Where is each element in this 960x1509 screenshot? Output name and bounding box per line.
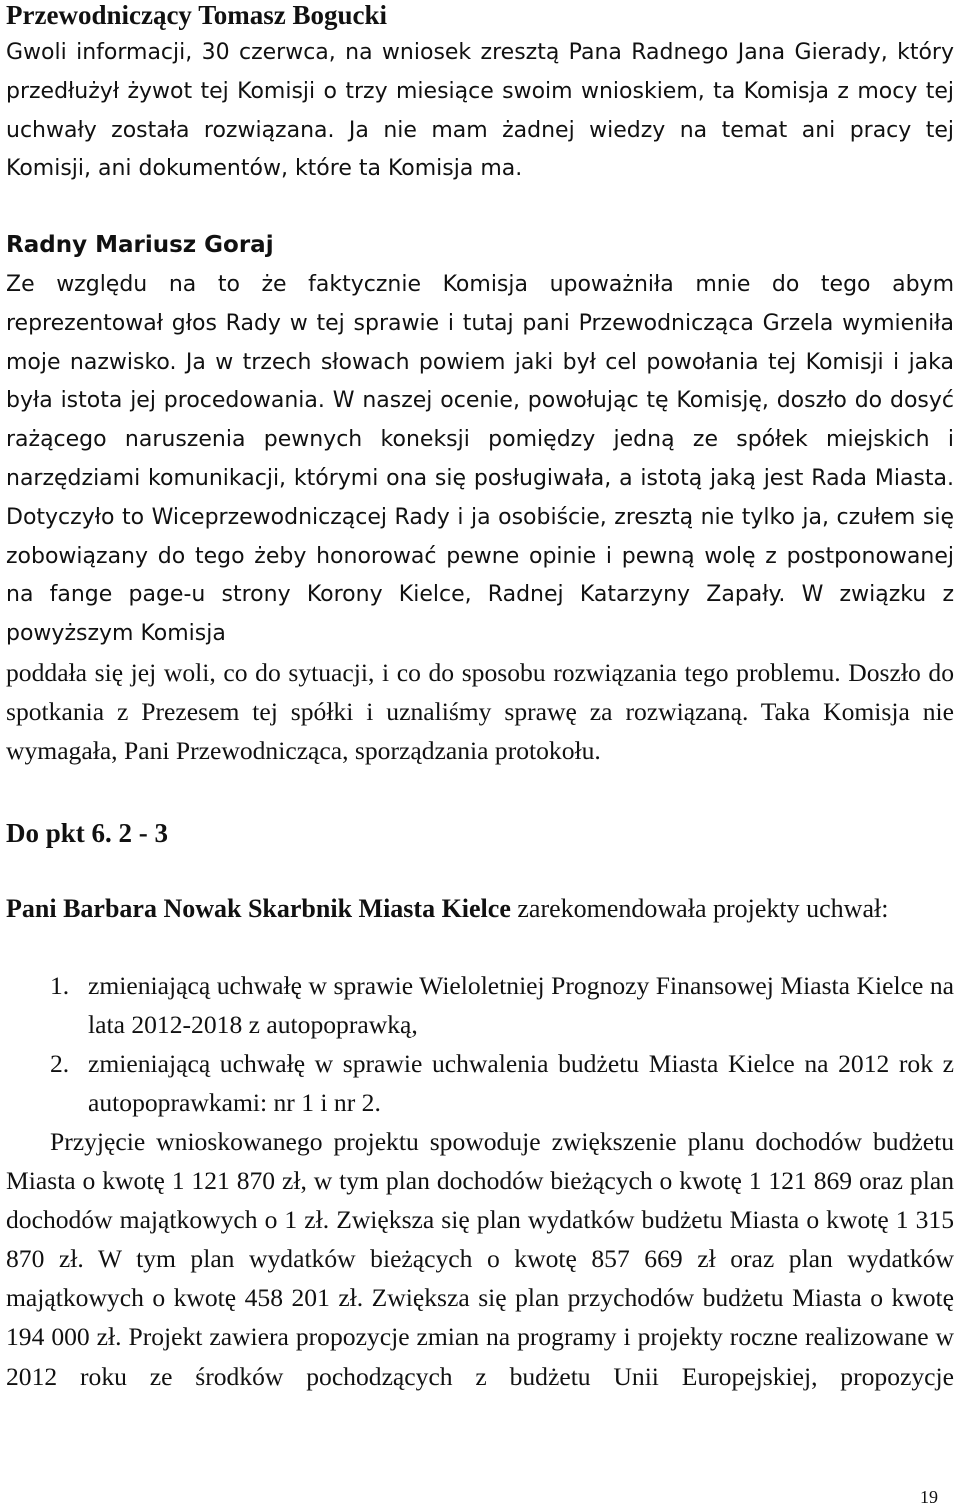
- list-item-number: 1.: [50, 971, 70, 1000]
- treasurer-name: Pani Barbara Nowak Skarbnik Miasta Kielce: [6, 894, 511, 923]
- speaker-name-bogucki: Przewodniczący Tomasz Bogucki: [6, 0, 387, 30]
- budget-paragraph: Przyjęcie wnioskowanego projektu spowoduje zwiększenie planu dochodów budżetu Miasta o kwotę 1 121 870 zł, w tym plan dochodów bieżących o kwotę 1 121 869 oraz plan dochodów majątkowych o 1 zł. Zwiększa się plan wydatków budżetu Miasta o kwotę 1 315 870 zł. W tym plan wydatków bieżących o kwotę 857 669 zł oraz plan wydatków majątkowych o kwotę 458 201 zł. Zwiększa się plan przychodów budżetu Miasta o kwotę 194 000 zł. Projekt zawiera propozycje zmian na programy i projekty roczne realizowane w 2012 roku ze środków pochodzących z budżetu Unii Europejskiej, propozycje: [6, 1127, 954, 1391]
- list-item-text: zmieniającą uchwałę w sprawie Wieloletniej Prognozy Finansowej Miasta Kielce na lata 2012-2018 z autopoprawką,: [88, 971, 954, 1039]
- statement-goraj: Ze względu na to że faktycznie Komisja upoważniła mnie do tego abym reprezentował głos Rady w tej sprawie i tutaj pani Przewodnicząca Grzela wymieniła moje nazwisko. Ja w trzech słowach powiem jaki był cel powołania tej Komisji i jaka była istota jej procedowania. W naszej ocenie, powołując tę Komisję, doszło do dosyć rażącego naruszenia pewnych koneksji pomiędzy jedną ze spółek miejskich i narzędziami komunikacji, którymi ona się posługiwała, a istotą jaką jest Rada Miasta. Dotyczyło to Wiceprzewodniczącej Rady i ja osobiście, zresztą nie tylko ja, czułem się zobowiązany do tego żeby honorować pewne opinie i pewną wolę z postponowanej na fange page-u strony Korony Kielce, Radnej Katarzyny Zapały. W związku z powyższym Komisja: [6, 272, 954, 647]
- treasurer-intro: [6, 890, 954, 929]
- statement-bogucki: Gwoli informacji, 30 czerwca, na wniosek zresztą Pana Radnego Jana Gierady, który przedłużył żywot tej Komisji o trzy miesiące swoim wnioskiem, ta Komisja z mocy tej uchwały została rozwiązana. Ja nie mam żadnej wiedzy na temat ani pracy tej Komisji, ani dokumentów, które ta Komisja ma.: [6, 40, 954, 182]
- page-number: 19: [920, 1487, 938, 1507]
- speaker-name-goraj: Radny Mariusz Goraj: [6, 232, 274, 258]
- list-item-text: zmieniającą uchwałę w sprawie uchwalenia budżetu Miasta Kielce na 2012 rok z autopoprawkami: nr 1 i nr 2.: [88, 1049, 954, 1117]
- treasurer-intro-text: zarekomendowała projekty uchwał:: [510, 894, 889, 923]
- statement-goraj-continued: poddała się jej woli, co do sytuacji, i co do sposobu rozwiązania tego problemu. Doszło do spotkania z Prezesem tej spółki i uznaliśmy sprawę za rozwiązaną. Taka Komisja nie wymagała, Pani Przewodnicząca, sporządzania protokołu.: [6, 658, 954, 765]
- list-item: [50, 1044, 954, 1122]
- section-heading: Do pkt 6. 2 - 3: [6, 818, 169, 848]
- list-item: [50, 966, 954, 1044]
- list-item-number: 2.: [50, 1049, 70, 1078]
- resolution-list: [50, 966, 954, 1122]
